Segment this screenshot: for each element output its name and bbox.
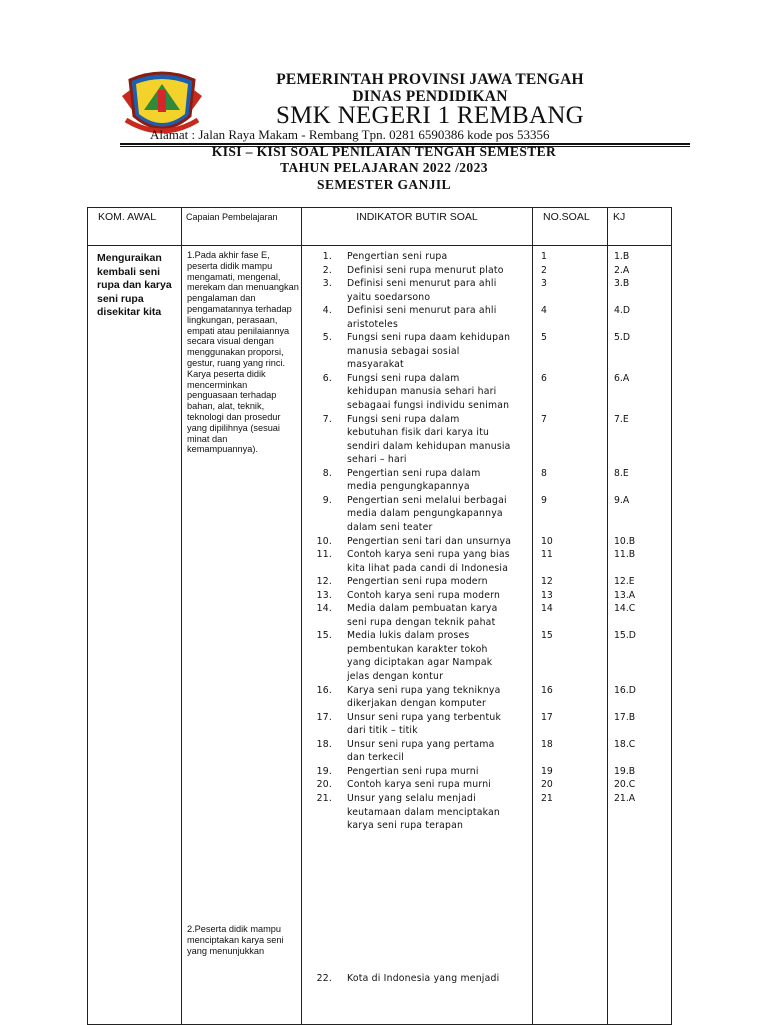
indikator-text-line: dikerjakan dengan komputer — [347, 698, 487, 710]
indikator-item — [302, 548, 532, 575]
indikator-text — [347, 589, 527, 603]
indikator-number: 7. — [322, 413, 332, 425]
indikator-text-line: yang diciptakan agar Nampak — [347, 657, 493, 669]
no-soal-value: 16 — [541, 684, 553, 696]
indikator-text-line: kehidupan manusia sehari hari — [347, 386, 497, 398]
no-soal-value: 13 — [541, 589, 553, 601]
indikator-text-line: yaitu soedarsono — [347, 291, 431, 303]
indikator-text-line: kita lihat pada candi di Indonesia — [347, 562, 509, 574]
indikator-text — [347, 372, 527, 413]
indikator-text-line: Fungsi seni rupa daam kehidupan — [347, 332, 511, 344]
semester-label: SEMESTER GANJIL — [317, 177, 451, 192]
indikator-number: 19. — [316, 765, 332, 777]
no-soal-value: 3 — [541, 278, 547, 290]
no-soal-value: 14 — [541, 603, 553, 615]
no-soal-value: 1 — [541, 251, 547, 262]
indikator-text-line: Karya seni rupa yang tekniknya — [347, 684, 501, 696]
indikator-text — [347, 467, 527, 494]
indikator-item — [302, 331, 532, 372]
indikator-text-line: media pengungkapannya — [347, 481, 470, 493]
header-kom-awal: KOM. AWAL — [88, 208, 182, 246]
department-heading: DINAS PENDIDIKAN — [352, 88, 508, 105]
kj-value: 20.C — [614, 779, 636, 791]
kj-value: 18.C — [614, 738, 636, 750]
indikator-item — [302, 277, 532, 304]
indikator-text-line: Contoh karya seni rupa yang bias — [347, 549, 510, 561]
indikator-text-line: kebutuhan fisik dari karya itu — [347, 427, 490, 439]
indikator-text — [347, 535, 527, 549]
table-body-row — [88, 246, 672, 1025]
indikator-item — [302, 629, 532, 683]
indikator-text — [347, 792, 527, 833]
indikator-text — [347, 711, 527, 738]
no-soal-value: 2 — [541, 264, 547, 276]
indikator-item — [302, 589, 532, 603]
no-soal-value: 5 — [541, 332, 547, 344]
indikator-text-line: Media dalam pembuatan karya — [347, 603, 498, 615]
kj-value: 8.E — [614, 467, 629, 479]
kj-value: 11.B — [614, 549, 636, 561]
no-soal-value: 19 — [541, 765, 553, 777]
document-title: KISI – KISI SOAL PENILAIAN TENGAH SEMESTER — [211, 144, 557, 159]
indikator-item — [302, 602, 532, 629]
indikator-text — [347, 738, 527, 765]
indikator-text — [347, 264, 527, 278]
government-heading: PEMERINTAH PROVINSI JAWA TENGAH — [276, 71, 584, 88]
indikator-text-line: Kota di Indonesia yang menjadi — [347, 973, 500, 984]
kj-value: 12.E — [614, 576, 635, 588]
indikator-text-line: keutamaan dalam menciptakan — [347, 806, 501, 818]
indikator-item — [302, 304, 532, 331]
indikator-text-line: Definisi seni menurut para ahli — [347, 305, 497, 317]
indikator-text — [347, 778, 527, 792]
indikator-item — [302, 372, 532, 413]
indikator-number: 3. — [322, 278, 332, 290]
indikator-item — [302, 738, 532, 765]
header-kj: KJ — [608, 208, 672, 246]
indikator-text-line: dari titik – titik — [347, 725, 418, 737]
no-soal-value: 21 — [541, 793, 553, 804]
indikator-cell — [302, 246, 533, 1025]
indikator-text — [347, 548, 527, 575]
indikator-text-line: Unsur seni rupa yang terbentuk — [347, 711, 502, 723]
indikator-text-line: Definisi seni menurut para ahli — [347, 278, 497, 290]
indikator-text-line: Pengertian seni rupa dalam — [347, 467, 481, 479]
indikator-item — [302, 684, 532, 711]
indikator-text-line: sehari – hari — [347, 454, 407, 466]
no-soal-value: 12 — [541, 576, 553, 588]
indikator-text-line: Unsur seni rupa yang pertama — [347, 738, 495, 750]
indikator-text-line: seni rupa dengan teknik pahat — [347, 616, 496, 628]
indikator-text-line: Fungsi seni rupa dalam — [347, 372, 460, 384]
kj-value: 21.A — [614, 793, 636, 804]
indikator-number: 22. — [316, 973, 332, 984]
no-soal-value: 18 — [541, 738, 553, 750]
indikator-number: 10. — [316, 535, 332, 547]
indikator-text — [347, 413, 527, 467]
indikator-item — [302, 494, 532, 535]
indikator-text — [347, 629, 527, 683]
kisi-kisi-table — [87, 207, 672, 1025]
indikator-item — [302, 792, 532, 833]
no-soal-value: 4 — [541, 305, 547, 317]
indikator-text — [347, 494, 527, 535]
indikator-text — [347, 277, 527, 304]
indikator-text-line: Media lukis dalam proses — [347, 630, 470, 642]
indikator-number: 16. — [316, 684, 332, 696]
indikator-number: 15. — [316, 630, 332, 642]
header-no-soal: NO.SOAL — [533, 208, 608, 246]
kj-value: 4.D — [614, 305, 631, 317]
indikator-item — [302, 711, 532, 738]
indikator-text — [347, 575, 527, 589]
indikator-number: 2. — [322, 264, 332, 276]
indikator-text-line: manusia sebagai sosial — [347, 345, 460, 357]
kj-value: 5.D — [614, 332, 631, 344]
kj-value: 2.A — [614, 264, 630, 276]
indikator-text-line: sebagaai fungsi individu seniman — [347, 399, 510, 411]
indikator-number: 11. — [316, 549, 332, 561]
indikator-text-line: pembentukan karakter tokoh — [347, 643, 488, 655]
kj-value: 17.B — [614, 711, 636, 723]
indikator-item — [302, 264, 532, 278]
indikator-item — [302, 778, 532, 792]
no-soal-value: 10 — [541, 535, 553, 547]
indikator-text-line: dan terkecil — [347, 752, 405, 764]
header-capaian: Capaian Pembelajaran — [182, 208, 302, 246]
indikator-text-line: Contoh karya seni rupa modern — [347, 589, 501, 601]
no-soal-value: 7 — [541, 413, 547, 425]
indikator-text-line: Definisi seni rupa menurut plato — [347, 264, 504, 276]
indikator-text-line: Pengertian seni melalui berbagai — [347, 494, 507, 506]
indikator-text — [347, 972, 527, 986]
kj-value: 1.B — [614, 251, 630, 262]
kj-value: 14.C — [614, 603, 636, 615]
kj-value: 15.D — [614, 630, 636, 642]
indikator-item — [302, 765, 532, 779]
kj-value: 9.A — [614, 494, 630, 506]
indikator-item — [302, 972, 532, 986]
indikator-text — [347, 684, 527, 711]
kj-value: 6.A — [614, 372, 630, 384]
kj-value: 19.B — [614, 765, 636, 777]
indikator-number: 1. — [322, 251, 332, 262]
indikator-item — [302, 467, 532, 494]
header-indikator: INDIKATOR BUTIR SOAL — [302, 208, 533, 246]
indikator-text-line: Fungsi seni rupa dalam — [347, 413, 460, 425]
kj-cell — [608, 246, 672, 1025]
kj-value: 3.B — [614, 278, 630, 290]
no-soal-value: 15 — [541, 630, 553, 642]
indikator-number: 17. — [316, 711, 332, 723]
no-soal-value: 6 — [541, 372, 547, 384]
indikator-text-line: media dalam pengungkapannya — [347, 508, 503, 520]
indikator-number: 9. — [322, 494, 332, 506]
table-header-row — [88, 208, 672, 246]
indikator-number: 20. — [316, 779, 332, 791]
kj-value: 13.A — [614, 589, 636, 601]
indikator-number: 4. — [322, 305, 332, 317]
indikator-number: 5. — [322, 332, 332, 344]
indikator-text — [347, 250, 527, 264]
capaian-1-text: 1.Pada akhir fase E, peserta didik mampu mengamati, mengenal, merekam dan menuangkan pengalaman dan pengamatannya terhadap lingkungan, perasaan, empati atau penilaiannya secara visual dengan menggunakan proporsi, gestur, ruang yang rinci. Karya peserta didik mencerminkan penguasaan terhadap bahan, alat, teknik, teknologi dan prosedur yang dipilihnya (sesuai minat dan kemampuannya). — [187, 250, 299, 455]
no-soal-value: 20 — [541, 779, 553, 791]
indikator-number: 21. — [316, 793, 332, 804]
capaian-2-text: 2.Peserta didik mampu menciptakan karya seni yang menunjukkan — [187, 924, 284, 956]
indikator-text — [347, 765, 527, 779]
indikator-text-line: Pengertian seni rupa murni — [347, 765, 479, 777]
kj-value: 10.B — [614, 535, 636, 547]
indikator-item — [302, 575, 532, 589]
no-soal-value: 17 — [541, 711, 553, 723]
no-soal-value: 11 — [541, 549, 553, 561]
school-name: SMK NEGERI 1 REMBANG — [275, 102, 585, 129]
indikator-text-line: Pengertian seni tari dan unsurnya — [347, 535, 512, 547]
academic-year: TAHUN PELAJARAN 2022 /2023 — [280, 160, 488, 175]
school-address: Alamat : Jalan Raya Makam - Rembang Tpn. 0281 6590386 kode pos 53356 — [150, 127, 550, 142]
indikator-text-line: sendiri dalam kehidupan manusia — [347, 440, 511, 452]
indikator-text — [347, 304, 527, 331]
no-soal-value: 9 — [541, 494, 547, 506]
kj-value: 7.E — [614, 413, 629, 425]
no-soal-value: 8 — [541, 467, 547, 479]
indikator-number: 6. — [322, 372, 332, 384]
indikator-number: 18. — [316, 738, 332, 750]
indikator-item — [302, 250, 532, 264]
no-soal-cell — [533, 246, 608, 1025]
indikator-text — [347, 331, 527, 372]
indikator-item — [302, 413, 532, 467]
indikator-text-line: Pengertian seni rupa modern — [347, 576, 488, 588]
indikator-text-line: dalam seni teater — [347, 521, 433, 533]
indikator-text-line: Pengertian seni rupa — [347, 251, 448, 262]
indikator-text — [347, 602, 527, 629]
indikator-item — [302, 535, 532, 549]
indikator-number: 13. — [316, 589, 332, 601]
indikator-number: 14. — [316, 603, 332, 615]
indikator-text-line: Contoh karya seni rupa murni — [347, 779, 492, 791]
indikator-number: 12. — [316, 576, 332, 588]
capaian-cell — [182, 246, 302, 1025]
kj-value: 16.D — [614, 684, 636, 696]
indikator-text-line: Unsur yang selalu menjadi — [347, 793, 476, 804]
indikator-text-line: karya seni rupa terapan — [347, 820, 464, 831]
indikator-text-line: jelas dengan kontur — [347, 670, 444, 682]
indikator-text-line: masyarakat — [347, 359, 404, 371]
indikator-number: 8. — [322, 467, 332, 479]
indikator-text-line: aristoteles — [347, 318, 398, 330]
kom-awal-cell: Menguraikan kembali seni rupa dan karya seni rupa disekitar kita — [88, 246, 182, 1025]
